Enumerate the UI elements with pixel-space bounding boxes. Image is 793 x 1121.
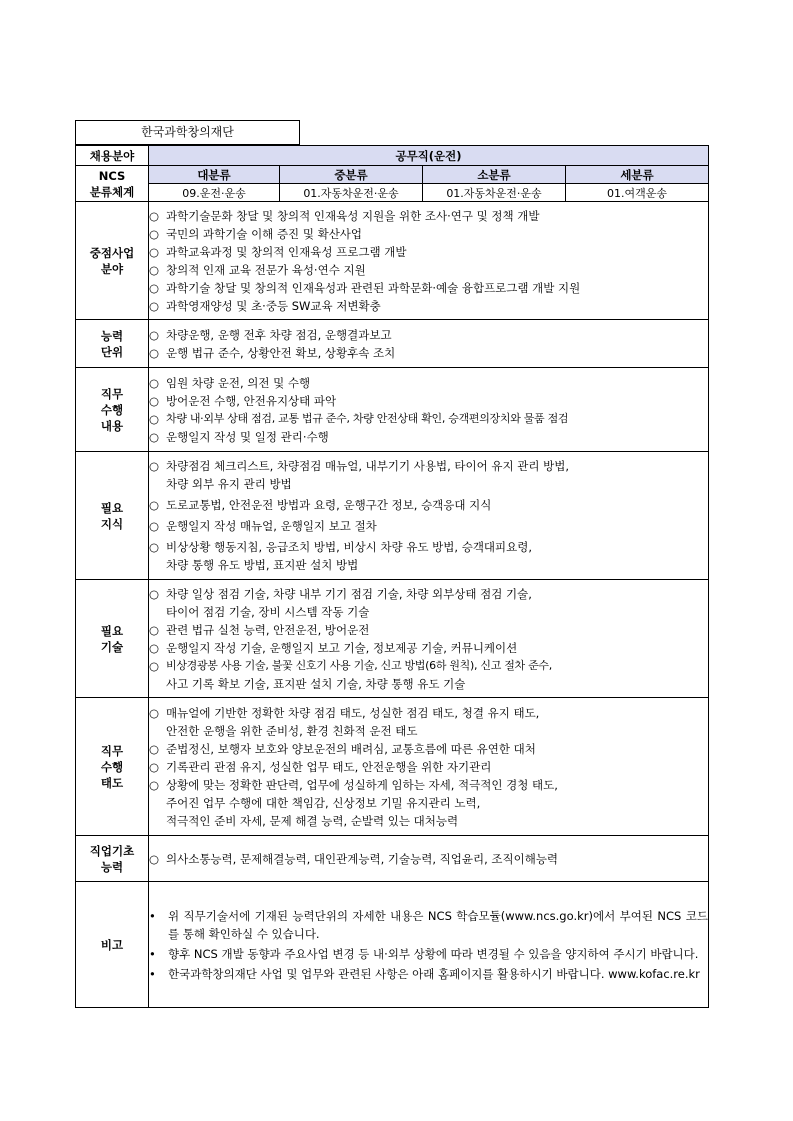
job-description-table xyxy=(75,145,709,1008)
ncs-label xyxy=(76,166,149,202)
ncs-header-minor: 소분류 xyxy=(423,166,566,184)
attitude-content xyxy=(149,698,709,836)
remarks-label: 비고 xyxy=(76,882,149,1008)
list-item: ○ 도로교통법, 안전운전 방법과 요령, 운행구간 정보, 승객응대 지식 xyxy=(149,498,492,512)
ncs-header-detail: 세분류 xyxy=(566,166,709,184)
ncs-value-minor: 01.자동차운전·운송 xyxy=(423,184,566,202)
list-item: • 위 직무기술서에 기재된 능력단위의 자세한 내용은 NCS 학습모듈(www.ncs.go.kr)에서 부여된 NCS 코드를 통해 확인하실 수 있습니다. xyxy=(149,908,708,941)
recruit-field-value: 공무직(운전) xyxy=(149,146,709,166)
organization-name: 한국과학창의재단 xyxy=(75,120,300,145)
list-item: • 향후 NCS 개발 동향과 주요사업 변경 등 내·외부 상황에 따라 변경될 수 있음을 양지하여 주시기 바랍니다. xyxy=(149,946,699,961)
job-content-content xyxy=(149,368,709,452)
attitude-label-line1: 직무 xyxy=(100,743,124,758)
knowledge-row xyxy=(76,452,709,580)
circle-bullet-icon: ○ xyxy=(149,226,160,241)
key-business-label-line1: 중점사업 xyxy=(89,245,135,260)
ncs-header-middle: 중분류 xyxy=(280,166,423,184)
list-item: ○ 운행일지 작성 및 일정 관리·수행 xyxy=(149,429,329,444)
key-business-content xyxy=(149,202,709,320)
ncs-label-line1: NCS xyxy=(98,168,126,183)
competency-unit-label-line1: 능력 xyxy=(100,328,124,343)
circle-bullet-icon: ○ xyxy=(149,280,160,295)
circle-bullet-icon: ○ xyxy=(149,540,160,554)
dot-bullet-icon: • xyxy=(149,946,156,961)
circle-bullet-icon: ○ xyxy=(149,459,160,473)
competency-unit-label xyxy=(76,320,149,368)
job-content-row xyxy=(76,368,709,452)
list-item: ○ 차량 내·외부 상태 점검, 교통 법규 준수, 차량 안전상태 확인, 승객편의장치와 물품 점검 xyxy=(149,411,569,426)
circle-bullet-icon: ○ xyxy=(149,586,160,601)
circle-bullet-icon: ○ xyxy=(149,705,160,720)
job-content-label-line1: 직무 xyxy=(100,386,124,401)
list-item: ○ 운행 법규 준수, 상황안전 확보, 상황후속 조치 xyxy=(149,345,396,360)
circle-bullet-icon: ○ xyxy=(149,658,160,673)
dot-bullet-icon: • xyxy=(149,966,156,981)
ncs-header-row xyxy=(76,166,709,184)
remarks-row xyxy=(76,882,709,1008)
circle-bullet-icon: ○ xyxy=(149,519,160,533)
attitude-label xyxy=(76,698,149,836)
competency-unit-label-line2: 단위 xyxy=(100,344,124,359)
competency-unit-row xyxy=(76,320,709,368)
circle-bullet-icon: ○ xyxy=(149,429,160,444)
basic-ability-row xyxy=(76,836,709,882)
list-item: ○ 비상경광봉 사용 기술, 불꽃 신호기 사용 기술, 신고 방법(6하 원칙), 신고 절차 준수, 사고 기록 확보 기술, 표지판 설치 기술, 차량 통행 유도 기술 xyxy=(149,658,552,691)
list-item: ○ 운행일지 작성 매뉴얼, 운행일지 보고 절차 xyxy=(149,519,377,533)
key-business-label-line2: 분야 xyxy=(100,261,124,276)
skills-label xyxy=(76,580,149,698)
list-item: ○ 관련 법규 실천 능력, 안전운전, 방어운전 xyxy=(149,622,370,637)
job-content-label-line3: 내용 xyxy=(100,418,124,433)
ncs-header-major: 대분류 xyxy=(149,166,280,184)
list-item: ○ 기록관리 관점 유지, 성실한 업무 태도, 안전운행을 위한 자기관리 xyxy=(149,759,492,774)
circle-bullet-icon: ○ xyxy=(149,759,160,774)
list-item: ○ 차량점검 체크리스트, 차량점검 매뉴얼, 내부기기 사용법, 타이어 유지 관리 방법, 차량 외부 유지 관리 방법 xyxy=(149,459,570,491)
ncs-value-detail: 01.여객운송 xyxy=(566,184,709,202)
attitude-row xyxy=(76,698,709,836)
competency-unit-content xyxy=(149,320,709,368)
list-item: ○ 과학영재양성 및 초·중등 SW교육 저변확충 xyxy=(149,298,381,313)
circle-bullet-icon: ○ xyxy=(149,498,160,512)
circle-bullet-icon: ○ xyxy=(149,640,160,655)
knowledge-label-line2: 지식 xyxy=(100,516,124,531)
circle-bullet-icon: ○ xyxy=(149,262,160,277)
list-item: ○ 임원 차량 운전, 의전 및 수행 xyxy=(149,375,311,390)
circle-bullet-icon: ○ xyxy=(149,375,160,390)
list-item: ○ 과학기술 창달 및 창의적 인재육성과 관련된 과학문화·예술 융합프로그램 개발 지원 xyxy=(149,280,581,295)
list-item: ○ 차량운행, 운행 전후 차량 점검, 운행결과보고 xyxy=(149,327,392,342)
list-item: ○ 매뉴얼에 기반한 정확한 차량 점검 태도, 성실한 점검 태도, 청결 유지 태도, 안전한 운행을 위한 준비성, 환경 친화적 운전 태도 xyxy=(149,705,540,738)
basic-ability-label-line1: 직업기초 xyxy=(89,843,135,858)
list-item: ○ 국민의 과학기술 이해 증진 및 확산사업 xyxy=(149,226,363,241)
list-item: ○ 준법정신, 보행자 보호와 양보운전의 배려심, 교통흐름에 따른 유연한 대처 xyxy=(149,741,536,756)
list-item: ○ 차량 일상 점검 기술, 차량 내부 기기 점검 기술, 차량 외부상태 점검 기술, 타이어 점검 기술, 장비 시스템 작동 기술 xyxy=(149,586,532,619)
basic-ability-label-line2: 능력 xyxy=(100,859,124,874)
remarks-content xyxy=(149,882,709,1008)
circle-bullet-icon: ○ xyxy=(149,345,160,360)
circle-bullet-icon: ○ xyxy=(149,851,160,866)
skills-content xyxy=(149,580,709,698)
attitude-label-line3: 태도 xyxy=(100,775,124,790)
ncs-value-major: 09.운전·운송 xyxy=(149,184,280,202)
job-content-label-line2: 수행 xyxy=(100,402,124,417)
list-item: ○ 비상상황 행동지침, 응급조치 방법, 비상시 차량 유도 방법, 승객대피요령, 차량 통행 유도 방법, 표지판 설치 방법 xyxy=(149,540,533,572)
circle-bullet-icon: ○ xyxy=(149,393,160,408)
knowledge-label-line1: 필요 xyxy=(100,500,124,515)
circle-bullet-icon: ○ xyxy=(149,741,160,756)
list-item: ○ 방어운전 수행, 안전유지상태 파악 xyxy=(149,393,337,408)
attitude-label-line2: 수행 xyxy=(100,759,124,774)
list-item: ○ 상황에 맞는 정확한 판단력, 업무에 성실하게 임하는 자세, 적극적인 경청 태도, 주어진 업무 수행에 대한 책임감, 신상정보 기밀 유지관리 노력, 적극적인 준비 자세, 문제 해결 능력, 순발력 있는 대처능력 xyxy=(149,777,558,828)
knowledge-content xyxy=(149,452,709,580)
job-content-label xyxy=(76,368,149,452)
skills-row xyxy=(76,580,709,698)
key-business-row xyxy=(76,202,709,320)
list-item: ○ 과학교육과정 및 창의적 인재육성 프로그램 개발 xyxy=(149,244,407,259)
ncs-value-row xyxy=(76,184,709,202)
basic-ability-label xyxy=(76,836,149,882)
recruit-field-row xyxy=(76,146,709,166)
recruit-field-label: 채용분야 xyxy=(76,146,149,166)
list-item: ○ 운행일지 작성 기술, 운행일지 보고 기술, 정보제공 기술, 커뮤니케이션 xyxy=(149,640,518,655)
skills-label-line2: 기술 xyxy=(100,639,124,654)
circle-bullet-icon: ○ xyxy=(149,244,160,259)
circle-bullet-icon: ○ xyxy=(149,208,160,223)
list-item: ○ 과학기술문화 창달 및 창의적 인재육성 지원을 위한 조사·연구 및 정책 개발 xyxy=(149,208,540,223)
circle-bullet-icon: ○ xyxy=(149,298,160,313)
circle-bullet-icon: ○ xyxy=(149,622,160,637)
circle-bullet-icon: ○ xyxy=(149,777,160,792)
list-item: ○ 창의적 인재 교육 전문가 육성·연수 지원 xyxy=(149,262,366,277)
key-business-label xyxy=(76,202,149,320)
dot-bullet-icon: • xyxy=(149,908,156,923)
list-item: ○ 의사소통능력, 문제해결능력, 대인관계능력, 기술능력, 직업윤리, 조직이해능력 xyxy=(149,851,559,866)
circle-bullet-icon: ○ xyxy=(149,411,160,426)
ncs-value-middle: 01.자동차운전·운송 xyxy=(280,184,423,202)
ncs-label-line2: 분류체계 xyxy=(89,184,135,199)
list-item: • 한국과학창의재단 사업 및 업무와 관련된 사항은 아래 홈페이지를 활용하시기 바랍니다. www.kofac.re.kr xyxy=(149,966,700,981)
skills-label-line1: 필요 xyxy=(100,623,124,638)
basic-ability-content xyxy=(149,836,709,882)
circle-bullet-icon: ○ xyxy=(149,327,160,342)
knowledge-label xyxy=(76,452,149,580)
